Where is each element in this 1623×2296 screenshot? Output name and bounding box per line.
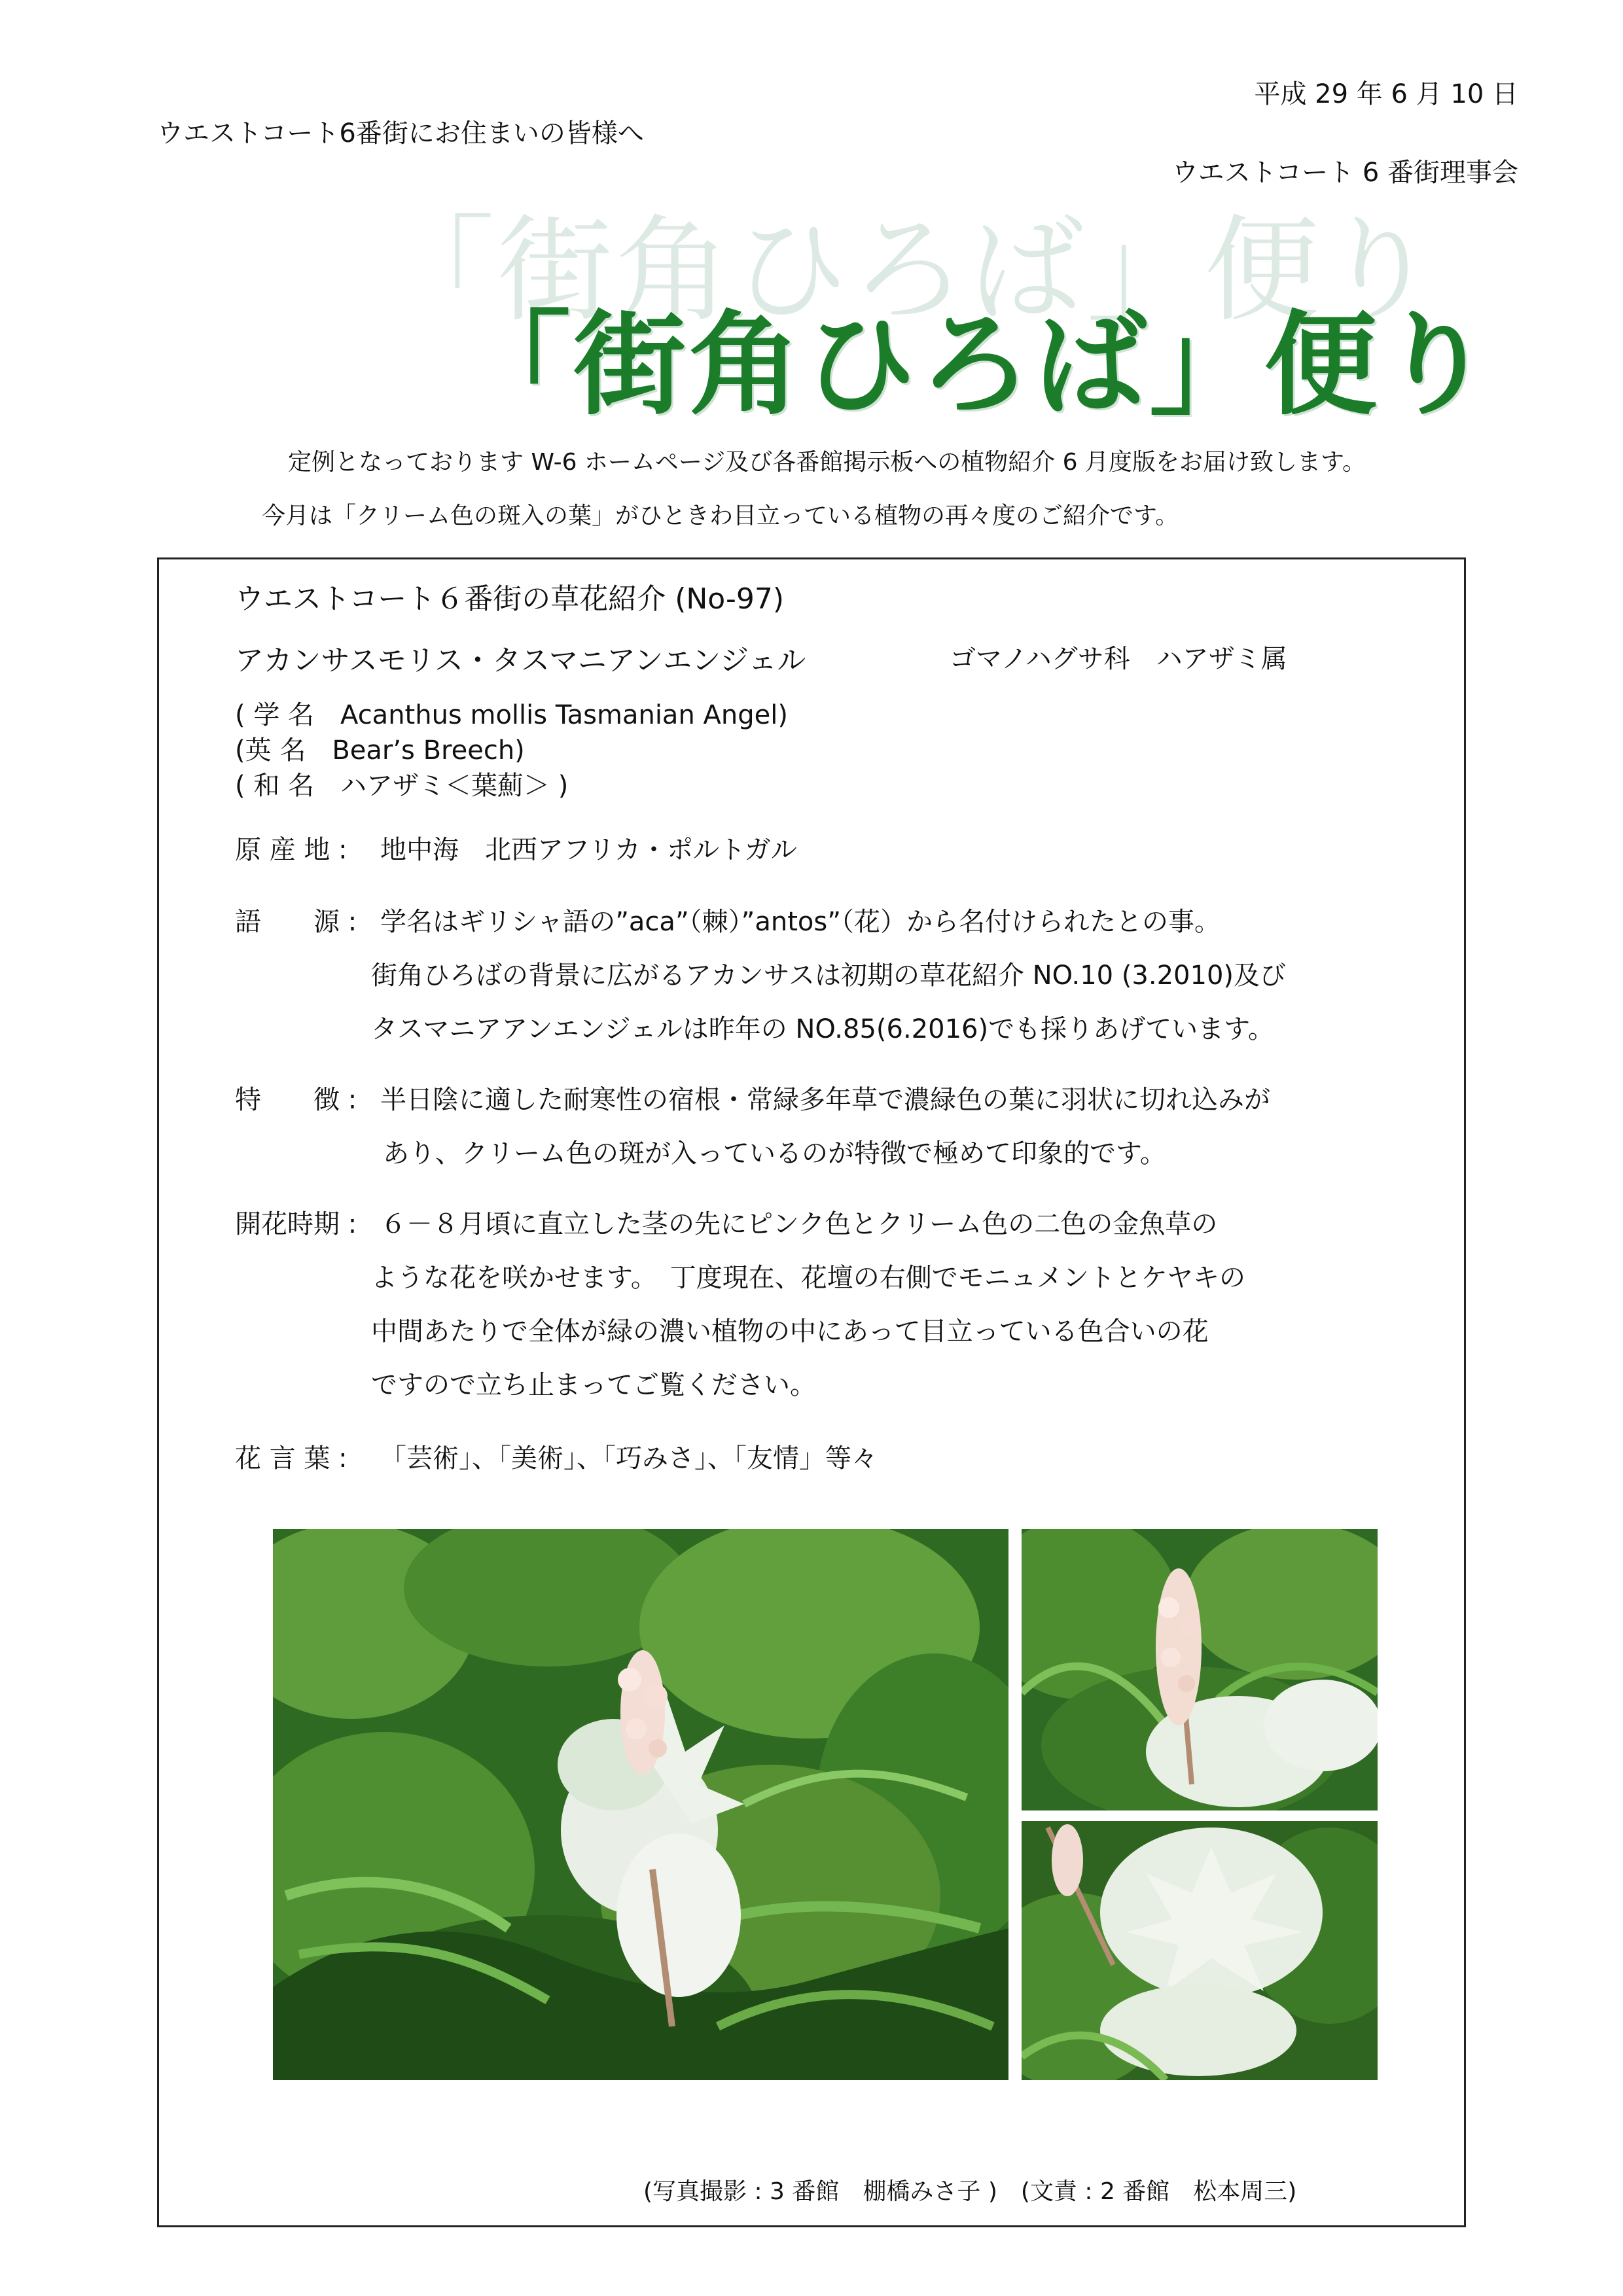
newsletter-title: 「街角ひろば」便り bbox=[458, 298, 1495, 431]
scientific-name: ( 学 名 Acanthus mollis Tasmanian Angel) bbox=[235, 700, 788, 730]
origin-label: 原 産 地 : bbox=[235, 835, 348, 865]
bloom-line: 中間あたりで全体が緑の濃い植物の中にあって目立っている色合いの花 bbox=[371, 1316, 1209, 1347]
bloom-line: ような花を咲かせます。 丁度現在、花壇の右側でモニュメントとケヤキの bbox=[371, 1263, 1245, 1293]
addressee: ウエストコート6番街にお住まいの皆様へ bbox=[157, 118, 644, 149]
features-line: あり、クリーム色の斑が入っているのが特徴で極めて印象的です。 bbox=[383, 1139, 1166, 1169]
photo-credit: (写真撮影 : 3 番館 棚橋みさ子 ) (文責 : 2 番館 松本周三) bbox=[643, 2178, 1297, 2205]
etymology-line: 学名はギリシャ語の”aca”（棘）”antos”（花）から名付けられたとの事。 bbox=[380, 907, 1221, 937]
section-title: ウエストコート６番街の草花紹介 (No-97) bbox=[235, 582, 785, 616]
etymology-row bbox=[235, 901, 1221, 938]
features-row bbox=[235, 1079, 1270, 1116]
intro-line-2: 今月は「クリーム色の斑入の葉」がひときわ目立っている植物の再々度のご紹介です。 bbox=[262, 503, 1179, 529]
plant-family: ゴマノハグサ科 ハアザミ属 bbox=[950, 644, 1287, 674]
etymology-label: 語 源 : bbox=[235, 907, 357, 937]
bloom-line: ですので立ち止まってご覧ください。 bbox=[371, 1370, 816, 1400]
plant-photo-bottom-right bbox=[1022, 1821, 1378, 2080]
plant-name: アカンサスモリス・タスマニアンエンジェル bbox=[235, 644, 806, 677]
features-label: 特 徴 : bbox=[235, 1085, 357, 1115]
bloom-label: 開花時期 : bbox=[235, 1209, 357, 1239]
plant-introduction-box bbox=[157, 557, 1466, 2227]
bloom-line: ６－８月頃に直立した茎の先にピンク色とクリーム色の二色の金魚草の bbox=[380, 1209, 1218, 1239]
bloom-row bbox=[235, 1203, 1217, 1241]
origin-row bbox=[235, 829, 797, 866]
document-date: 平成 29 年 6 月 10 日 bbox=[1254, 79, 1518, 109]
sender: ウエストコート 6 番街理事会 bbox=[1171, 158, 1518, 188]
intro-line-1: 定例となっております W-6 ホームページ及び各番館掲示板への植物紹介 6 月度版をお届け致します。 bbox=[288, 449, 1366, 476]
etymology-line: タスマニアアンエンジェルは昨年の NO.85(6.2016)でも採りあげています。 bbox=[371, 1014, 1274, 1044]
flower-language-row bbox=[235, 1438, 878, 1475]
newsletter-title-shadow: 「街角ひろば」便り bbox=[380, 203, 1440, 338]
etymology-line: 街角ひろばの背景に広がるアカンサスは初期の草花紹介 NO.10 (3.2010)及び bbox=[371, 961, 1286, 991]
features-line: 半日陰に適した耐寒性の宿根・常緑多年草で濃緑色の葉に羽状に切れ込みが bbox=[380, 1085, 1270, 1115]
flower-language-value: 「芸術」、「美術」、「巧みさ」、「友情」等々 bbox=[380, 1443, 878, 1474]
origin-value: 地中海 北西アフリカ・ポルトガル bbox=[380, 835, 797, 865]
japanese-name: ( 和 名 ハアザミ＜葉薊＞ ) bbox=[235, 771, 569, 801]
plant-photo-large bbox=[273, 1529, 1008, 2080]
english-name: (英 名 Bear’s Breech) bbox=[235, 735, 525, 766]
flower-language-label: 花 言 葉 : bbox=[235, 1443, 348, 1474]
plant-photo-top-right bbox=[1022, 1529, 1378, 1810]
